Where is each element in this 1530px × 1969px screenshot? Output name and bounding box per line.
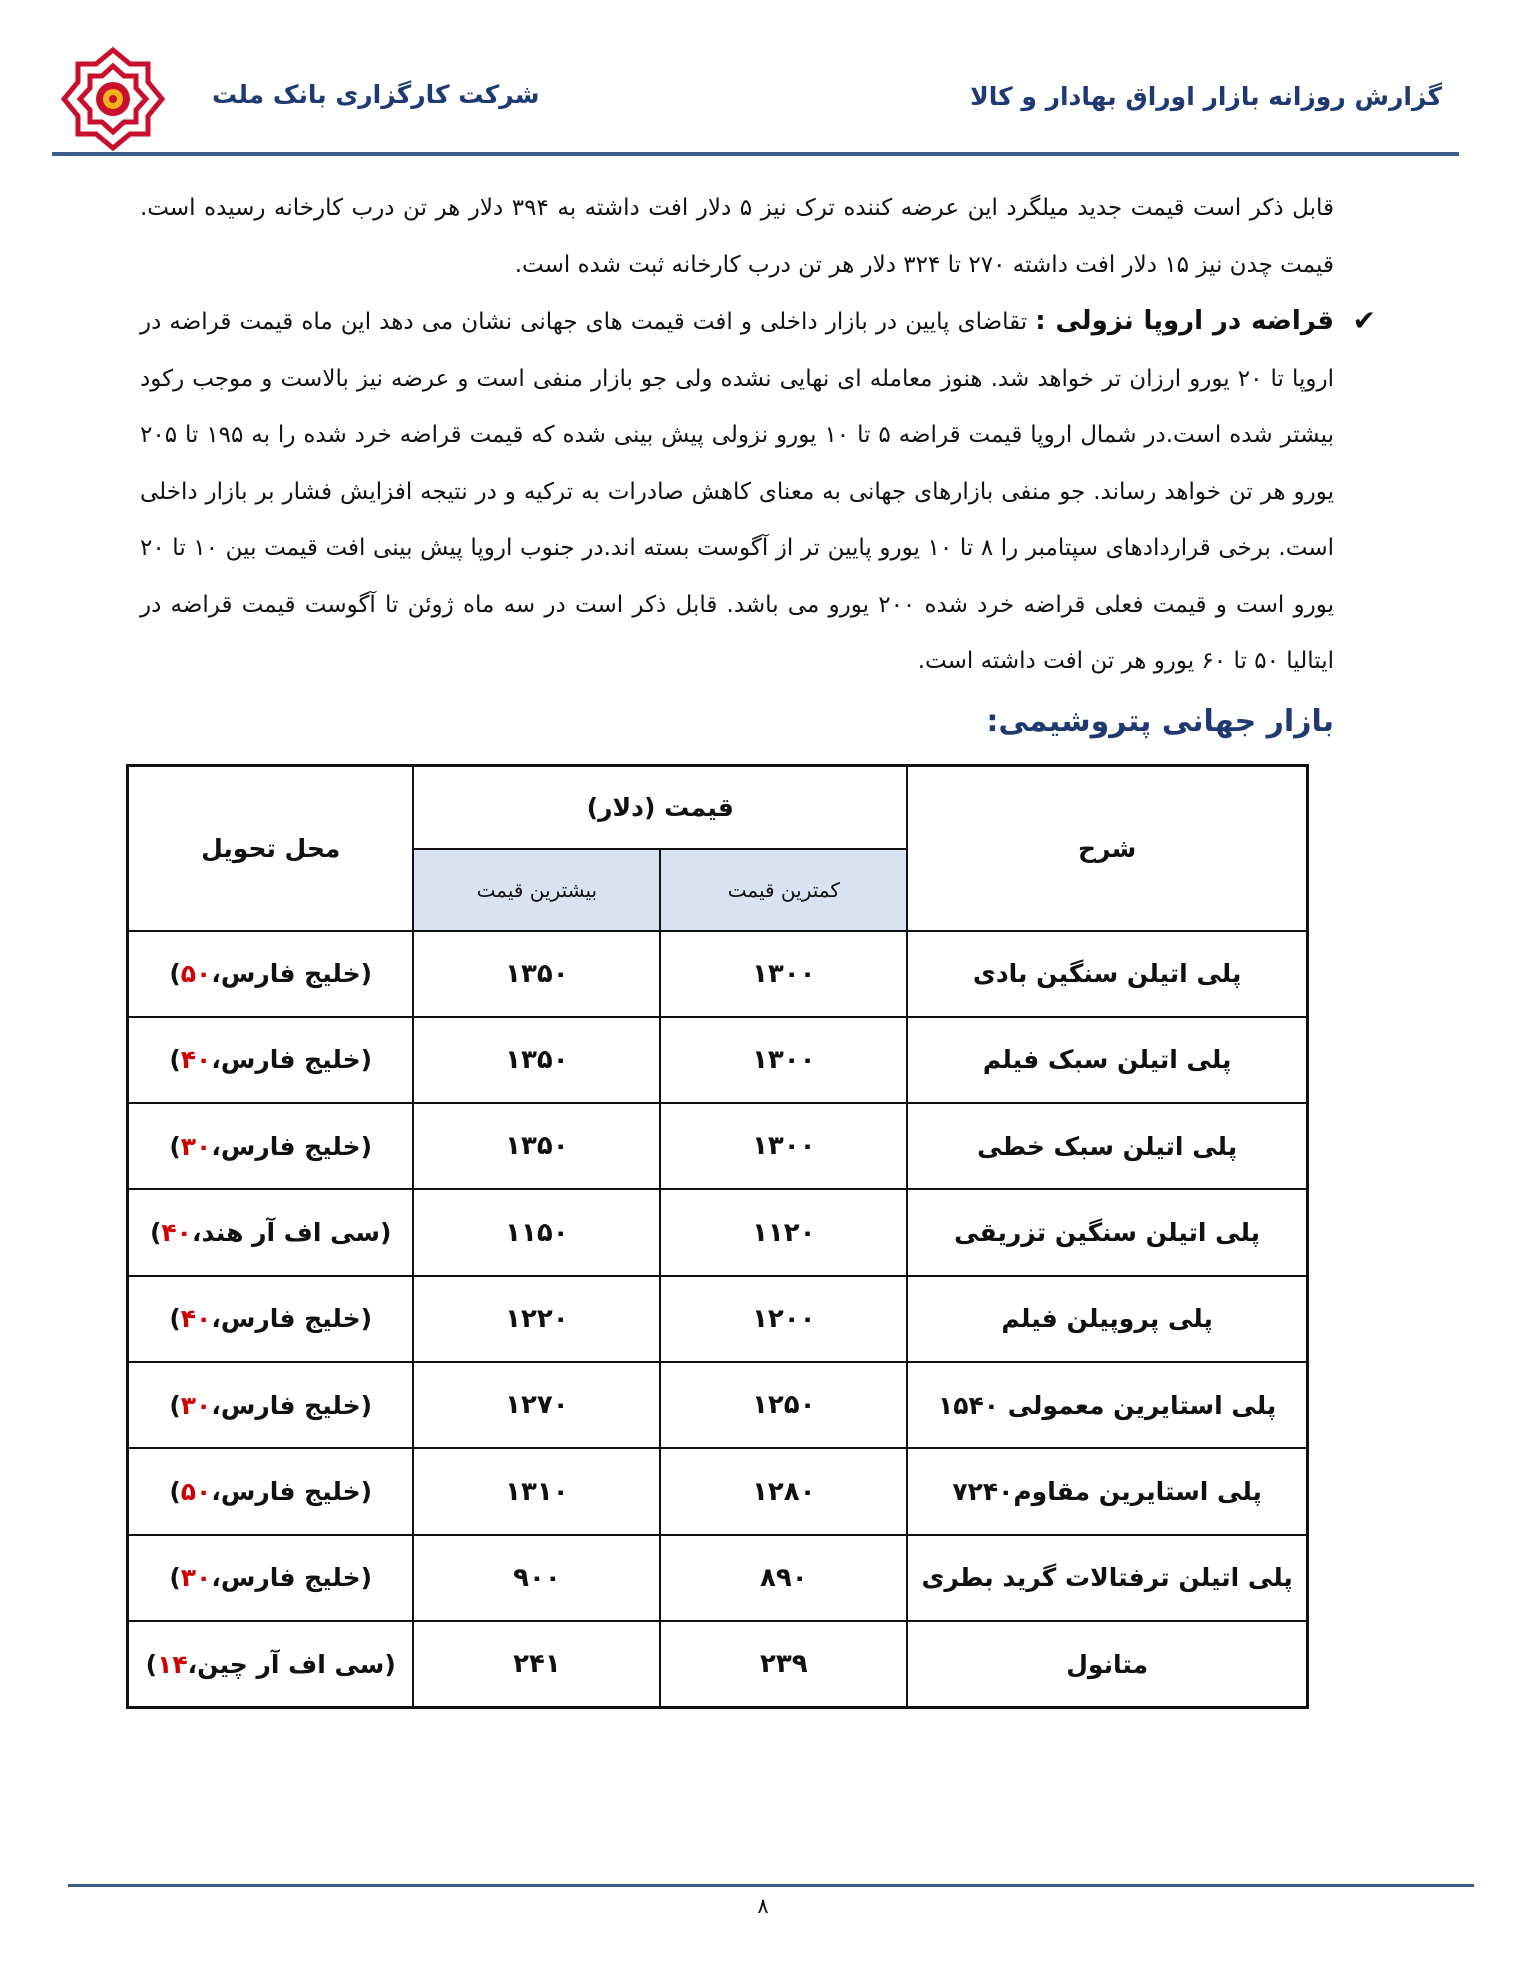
- product-name: پلی استایرین معمولی ۱۵۴۰: [907, 1362, 1307, 1448]
- delivery-close: ): [169, 1477, 181, 1507]
- header-price-group: قیمت (دلار): [413, 766, 907, 849]
- table-row: [128, 1103, 1308, 1189]
- delivery-location: [128, 1189, 414, 1275]
- delivery-days: ۴۰: [180, 1304, 212, 1334]
- delivery-place: (خلیج فارس،: [211, 1045, 373, 1075]
- delivery-close: ): [169, 1045, 181, 1075]
- bank-mellat-logo-icon: [58, 44, 168, 154]
- min-price: ۱۲۸۰: [660, 1448, 907, 1534]
- company-name: شرکت کارگزاری بانک ملت: [212, 80, 540, 109]
- header-min-price: کمترین قیمت: [660, 849, 907, 931]
- product-name: پلی استایرین مقاوم۷۲۴۰: [907, 1448, 1307, 1534]
- max-price: ۱۲۲۰: [413, 1276, 660, 1362]
- product-name: پلی اتیلن سنگین بادی: [907, 931, 1307, 1017]
- table-row: [128, 1276, 1308, 1362]
- delivery-location: [128, 1535, 414, 1621]
- product-name: متانول: [907, 1621, 1307, 1707]
- checkmark-icon: ✔: [1352, 304, 1376, 337]
- petrochemical-price-table: [126, 764, 1309, 1709]
- min-price: ۲۳۹: [660, 1621, 907, 1707]
- body-text: [140, 180, 1376, 690]
- min-price: ۱۱۲۰: [660, 1189, 907, 1275]
- table-row: [128, 1017, 1308, 1103]
- max-price: ۱۲۷۰: [413, 1362, 660, 1448]
- product-name: پلی اتیلن سبک خطی: [907, 1103, 1307, 1189]
- delivery-close: ): [169, 1390, 181, 1420]
- delivery-days: ۳۰: [180, 1390, 212, 1420]
- delivery-days: ۱۴: [157, 1649, 188, 1679]
- delivery-close: ): [149, 1218, 162, 1248]
- delivery-location: [128, 1103, 414, 1189]
- max-price: ۱۱۵۰: [413, 1189, 660, 1275]
- delivery-place: (خلیج فارس،: [211, 1477, 373, 1507]
- delivery-close: ): [169, 1304, 181, 1334]
- delivery-location: [128, 931, 414, 1017]
- max-price: ۱۳۵۰: [413, 1017, 660, 1103]
- table-row: [128, 1189, 1308, 1275]
- report-title: گزارش روزانه بازار اوراق بهادار و کالا: [970, 82, 1442, 111]
- delivery-days: ۴۰: [161, 1218, 192, 1248]
- table-row: [128, 1535, 1308, 1621]
- delivery-days: ۵۰: [180, 1477, 212, 1507]
- delivery-days: ۳۰: [180, 1563, 212, 1593]
- bullet-text: تقاضای پایین در بازار داخلی و افت قیمت های جهانی نشان می دهد این ماه قیمت قراضه در اروپا تا ۲۰ یورو ارزان تر خواهد شد. هنوز معامله ای نهایی نشده ولی جو بازار منفی است و عرضه نیز بالاست و موجب رکود بیشتر شده است.در شمال اروپا قیمت قراضه ۵ تا ۱۰ یورو نزولی پیش بینی شده که قیمت قراضه خرد شده را به ۱۹۵ تا ۲۰۵ یورو هر تن خواهد رساند. جو منفی بازارهای جهانی به معنای کاهش صادرات به ترکیه و در نتیجه افزایش فشار بر بازار داخلی است. برخی قراردادهای سپتامبر را ۸ تا ۱۰ یورو پایین تر از آگوست بسته اند.در جنوب اروپا پیش بینی افت قیمت بین ۱۰ تا ۲۰ یورو است و قیمت فعلی قراضه خرد شده ۲۰۰ یورو می باشد. قابل ذکر است در سه ماه ژوئن تا آگوست قیمت قراضه در ایتالیا ۵۰ تا ۶۰ یورو هر تن افت داشته است.: [140, 309, 1335, 674]
- max-price: ۱۳۵۰: [413, 1103, 660, 1189]
- delivery-place: (خلیج فارس،: [211, 1131, 373, 1161]
- delivery-close: ): [169, 1563, 181, 1593]
- min-price: ۱۲۵۰: [660, 1362, 907, 1448]
- delivery-location: [128, 1017, 414, 1103]
- product-name: پلی اتیلن سبک فیلم: [907, 1017, 1307, 1103]
- delivery-place: (خلیج فارس،: [211, 1304, 373, 1334]
- min-price: ۱۳۰۰: [660, 1103, 907, 1189]
- delivery-place: (خلیج فارس،: [211, 1390, 373, 1420]
- min-price: ۱۲۰۰: [660, 1276, 907, 1362]
- max-price: ۲۴۱: [413, 1621, 660, 1707]
- table-row: [128, 1621, 1308, 1707]
- intro-paragraph: قابل ذکر است قیمت جدید میلگرد این عرضه کننده ترک نیز ۵ دلار افت داشته به ۳۹۴ دلار هر تن درب کارخانه رسیده است. قیمت چدن نیز ۱۵ دلار افت داشته ۲۷۰ تا ۳۲۴ دلار هر تن درب کارخانه ثبت شده است.: [140, 195, 1334, 278]
- header-divider: [52, 152, 1459, 156]
- header-description: شرح: [907, 766, 1307, 931]
- max-price: ۱۳۵۰: [413, 931, 660, 1017]
- delivery-days: ۳۰: [180, 1131, 212, 1161]
- delivery-days: ۴۰: [180, 1045, 212, 1075]
- page-header: [0, 0, 1530, 160]
- table-row: [128, 1362, 1308, 1448]
- table-row: [128, 1448, 1308, 1534]
- delivery-location: [128, 1621, 414, 1707]
- section-heading: بازار جهانی پتروشیمی:: [986, 704, 1334, 739]
- delivery-close: ): [169, 1131, 181, 1161]
- delivery-location: [128, 1448, 414, 1534]
- header-delivery: محل تحویل: [128, 766, 414, 931]
- delivery-days: ۵۰: [180, 959, 212, 989]
- table-row: [128, 931, 1308, 1017]
- scrap-europe-bullet: [140, 293, 1376, 690]
- delivery-place: (خلیج فارس،: [211, 1563, 373, 1593]
- max-price: ۱۳۱۰: [413, 1448, 660, 1534]
- delivery-place: (سی اف آر چین،: [187, 1649, 396, 1679]
- delivery-close: ): [145, 1649, 158, 1679]
- min-price: ۱۳۰۰: [660, 1017, 907, 1103]
- min-price: ۱۳۰۰: [660, 931, 907, 1017]
- delivery-location: [128, 1276, 414, 1362]
- header-max-price: بیشترین قیمت: [413, 849, 660, 931]
- product-name: پلی پروپیلن فیلم: [907, 1276, 1307, 1362]
- delivery-location: [128, 1362, 414, 1448]
- min-price: ۸۹۰: [660, 1535, 907, 1621]
- product-name: پلی اتیلن سنگین تزریقی: [907, 1189, 1307, 1275]
- delivery-close: ): [169, 959, 181, 989]
- page-number: ۸: [757, 1894, 769, 1918]
- max-price: ۹۰۰: [413, 1535, 660, 1621]
- product-name: پلی اتیلن ترفتالات گرید بطری: [907, 1535, 1307, 1621]
- delivery-place: (سی اف آر هند،: [191, 1218, 392, 1248]
- bullet-lead: قراضه در اروپا نزولی :: [1035, 306, 1335, 336]
- footer-divider: [68, 1884, 1474, 1887]
- delivery-place: (خلیج فارس،: [211, 959, 373, 989]
